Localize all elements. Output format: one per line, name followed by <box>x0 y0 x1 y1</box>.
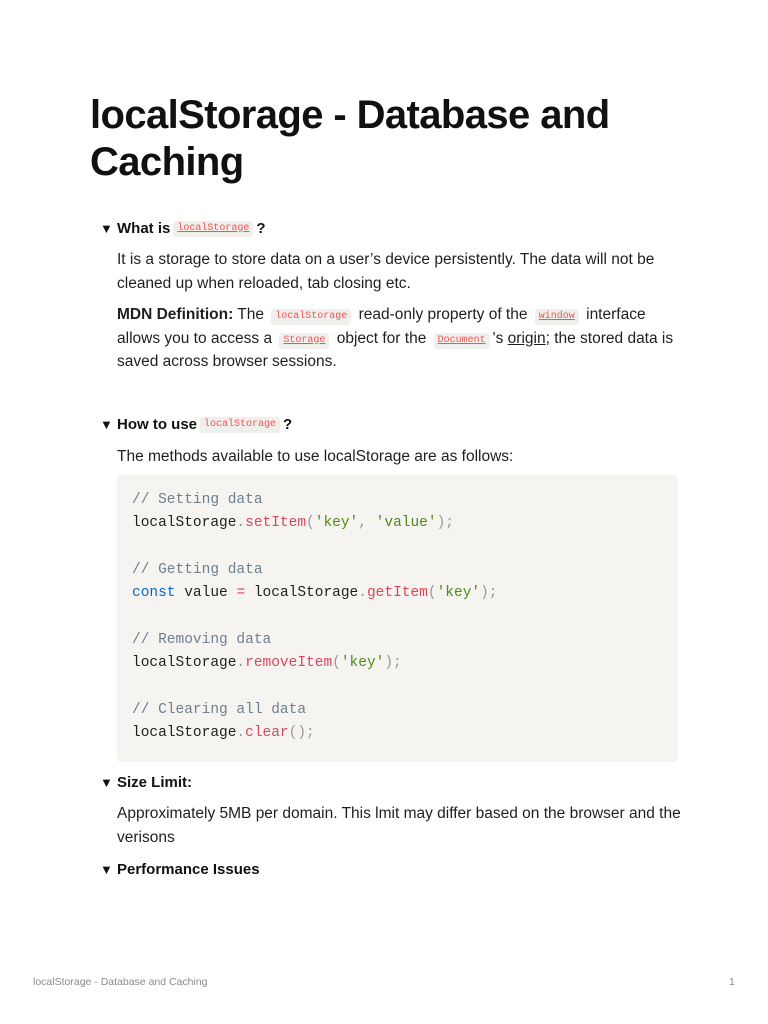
code-token: . <box>358 585 367 602</box>
caret-down-icon[interactable]: ▼ <box>100 862 113 877</box>
caret-down-icon[interactable]: ▼ <box>100 221 113 236</box>
code-token: removeItem <box>245 655 333 672</box>
code-token: = <box>236 585 246 602</box>
text: object for the <box>332 329 431 347</box>
code-token: 'value' <box>375 515 437 532</box>
footer-title: localStorage - Database and Caching <box>33 976 208 988</box>
code-token: ( <box>427 585 437 602</box>
toggle-heading-text: Performance Issues <box>117 861 260 878</box>
code-token: localStorage <box>132 515 237 532</box>
code-token: localStorage <box>132 724 237 741</box>
toggle-performance-issues[interactable] <box>100 861 260 878</box>
code-token: ); <box>436 515 454 532</box>
code-token: localStorage <box>245 585 359 602</box>
inline-code: localStorage <box>173 221 253 237</box>
toggle-heading-suffix: ? <box>256 220 266 237</box>
inline-code: localStorage <box>271 309 351 325</box>
text: interface allows you to access a <box>117 306 646 347</box>
paragraph-mdn-definition <box>117 303 687 374</box>
code-token: ); <box>384 655 402 672</box>
code-token: 'key' <box>436 585 481 602</box>
code-comment: // Clearing all data <box>132 701 307 718</box>
code-token: getItem <box>366 585 428 602</box>
code-token: value <box>175 585 237 602</box>
inline-code: localStorage <box>200 417 280 433</box>
toggle-what-is-localstorage[interactable] <box>100 220 266 237</box>
code-line <box>132 559 663 582</box>
code-blank-line <box>132 605 663 628</box>
paragraph-definition: It is a storage to store data on a user’s device persistently. The data will not be cleaned up when reloaded, tab closing etc. <box>117 251 655 292</box>
code-line <box>132 489 663 512</box>
code-blank-line <box>132 536 663 559</box>
caret-down-icon[interactable]: ▼ <box>100 417 113 432</box>
code-block[interactable] <box>117 475 678 762</box>
code-line <box>132 629 663 652</box>
inline-code-link[interactable]: window <box>535 309 579 325</box>
paragraph-methods-intro: The methods available to use localStorage are as follows: <box>117 448 514 465</box>
code-line <box>132 722 663 745</box>
inline-code-link[interactable]: Storage <box>279 333 329 349</box>
code-token: . <box>236 515 246 532</box>
caret-down-icon[interactable]: ▼ <box>100 775 113 790</box>
toggle-heading-suffix: ? <box>283 416 293 433</box>
code-token: 'key' <box>314 515 359 532</box>
code-line <box>132 512 663 535</box>
text: read-only property of the <box>354 306 532 323</box>
code-token: clear <box>245 724 289 741</box>
code-comment: // Removing data <box>132 631 272 648</box>
code-token: ( <box>332 655 341 672</box>
text: The <box>233 306 269 323</box>
text: ; the stored data is saved across browser sessions. <box>117 329 674 370</box>
code-line <box>132 652 663 675</box>
toggle-size-limit[interactable] <box>100 774 192 791</box>
code-blank-line <box>132 675 663 698</box>
origin-link[interactable]: origin <box>507 329 546 347</box>
toggle-heading-text: What is <box>117 220 171 237</box>
code-token: , <box>358 515 376 532</box>
code-token: 'key' <box>340 655 385 672</box>
toggle-how-to-use[interactable] <box>100 416 292 433</box>
code-token: ( <box>306 515 315 532</box>
mdn-label: MDN Definition: <box>117 306 234 323</box>
code-token: ); <box>480 585 498 602</box>
code-comment: // Getting data <box>132 561 263 578</box>
code-token: (); <box>288 724 315 741</box>
page-title: localStorage - Database and Caching <box>90 93 610 184</box>
footer-page-number: 1 <box>729 976 735 988</box>
code-comment: // Setting data <box>132 492 263 508</box>
text: 's <box>492 329 508 347</box>
code-token: . <box>236 655 246 672</box>
inline-code-link[interactable]: Document <box>434 333 490 349</box>
code-line <box>132 582 663 605</box>
code-token: const <box>132 585 176 602</box>
toggle-heading-text: Size Limit: <box>117 774 193 791</box>
code-line <box>132 699 663 722</box>
code-token: setItem <box>245 515 307 532</box>
toggle-heading-text: How to use <box>117 416 198 433</box>
paragraph-size-limit: Approximately 5MB per domain. This lmit may differ based on the browser and the verisons <box>117 805 681 846</box>
code-token: localStorage <box>132 655 237 672</box>
code-token: . <box>236 724 246 741</box>
